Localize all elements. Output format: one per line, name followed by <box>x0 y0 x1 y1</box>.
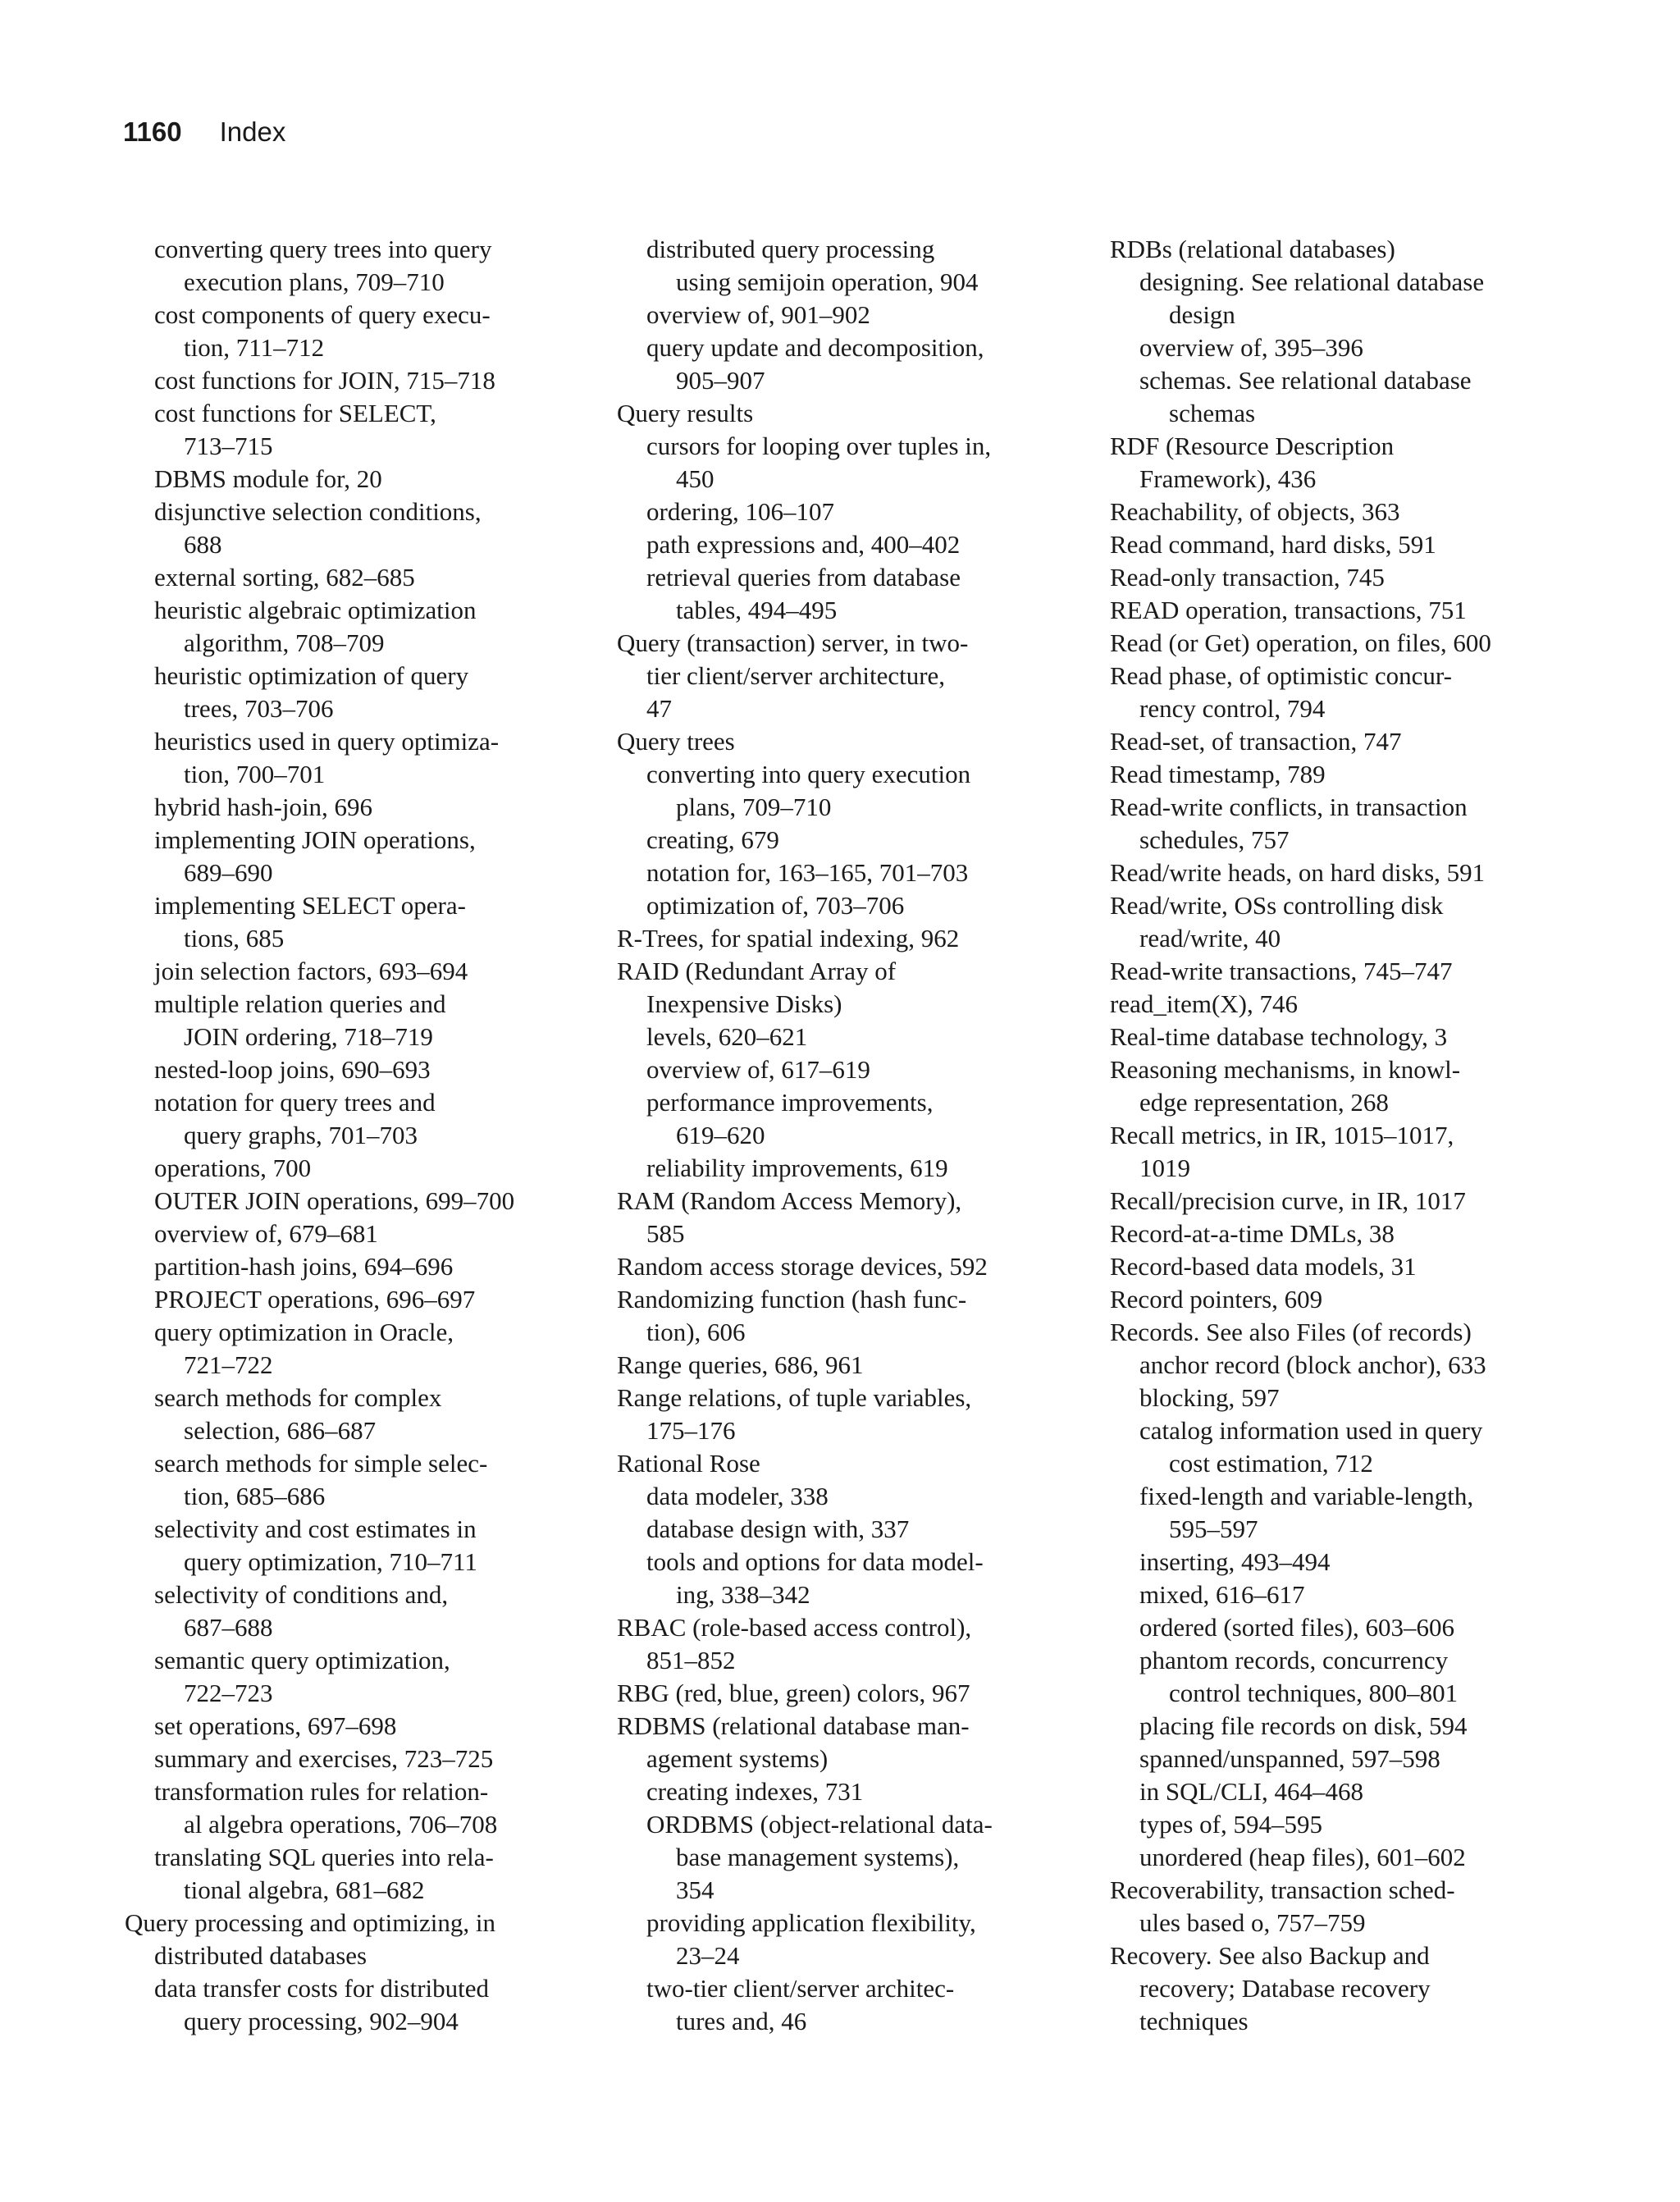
index-line: al algebra operations, 706–708 <box>184 1810 498 1839</box>
index-subentry <box>125 1152 592 1185</box>
index-line: Range relations, of tuple variables, <box>617 1383 972 1412</box>
index-subentry <box>617 331 1084 397</box>
index-entry <box>1110 627 1577 660</box>
index-entry <box>617 1349 1084 1382</box>
index-line: ORDBMS (object-relational data- <box>646 1810 993 1839</box>
index-subentry <box>125 1841 592 1907</box>
index-line: overview of, 395–396 <box>1139 333 1363 362</box>
index-line: Random access storage devices, 592 <box>617 1252 988 1281</box>
index-line: Recovery. See also Backup and <box>1110 1941 1430 1970</box>
index-line: tables, 494–495 <box>676 596 838 624</box>
index-line: OUTER JOIN operations, 699–700 <box>154 1186 515 1215</box>
index-line: partition-hash joins, 694–696 <box>154 1252 454 1281</box>
index-subentry <box>617 824 1084 857</box>
index-line: implementing JOIN operations, <box>154 825 476 854</box>
index-line: data modeler, 338 <box>646 1482 829 1510</box>
index-line: RAM (Random Access Memory), <box>617 1186 962 1215</box>
index-line: tion, 685–686 <box>184 1482 326 1510</box>
index-subentry <box>617 1513 1084 1546</box>
index-line: Read-write conflicts, in transaction <box>1110 793 1468 821</box>
index-line: designing. See relational database <box>1139 267 1485 296</box>
index-line: creating indexes, 731 <box>646 1777 864 1806</box>
index-line: agement systems) <box>646 1744 829 1773</box>
index-line: read/write, 40 <box>1139 924 1281 953</box>
index-line: optimization of, 703–706 <box>646 891 905 920</box>
index-line: selectivity and cost estimates in <box>154 1514 477 1543</box>
index-column-1 <box>125 233 592 2038</box>
index-line: selection, 686–687 <box>184 1416 377 1445</box>
index-line: base management systems), <box>676 1843 960 1871</box>
index-entry <box>1110 1874 1577 1939</box>
index-line: transformation rules for relation- <box>154 1777 489 1806</box>
index-column-3 <box>1110 233 1577 2038</box>
page-header <box>123 116 285 148</box>
index-line: multiple relation queries and <box>154 989 446 1018</box>
index-line: overview of, 617–619 <box>646 1055 870 1084</box>
index-line: join selection factors, 693–694 <box>154 957 468 985</box>
index-entry <box>1110 496 1577 528</box>
index-line: heuristic algebraic optimization <box>154 596 477 624</box>
index-line: retrieval queries from database <box>646 563 961 592</box>
index-subentry <box>125 1743 592 1775</box>
index-subentry <box>1110 1546 1577 1578</box>
index-subentry <box>1110 331 1577 364</box>
index-subentry <box>617 758 1084 824</box>
index-entry <box>617 397 1084 430</box>
index-subentry <box>125 1578 592 1644</box>
index-subentry <box>617 430 1084 496</box>
index-subentry <box>125 1644 592 1710</box>
index-line: tion, 700–701 <box>184 760 326 788</box>
index-line: recovery; Database recovery <box>1139 1974 1431 2003</box>
index-line: Rational Rose <box>617 1449 760 1478</box>
index-line: creating, 679 <box>646 825 779 854</box>
index-line: path expressions and, 400–402 <box>646 530 961 559</box>
index-line: tion, 711–712 <box>184 333 325 362</box>
index-entry <box>617 627 1084 725</box>
index-entry <box>1110 233 1577 266</box>
index-line: 688 <box>184 530 222 559</box>
index-line: selectivity of conditions and, <box>154 1580 449 1609</box>
index-entry <box>1110 857 1577 889</box>
index-line: two-tier client/server architec- <box>646 1974 955 2003</box>
index-line: 721–722 <box>184 1350 273 1379</box>
index-line: 687–688 <box>184 1613 273 1642</box>
index-line: RDF (Resource Description <box>1110 432 1395 460</box>
index-subentry <box>125 725 592 791</box>
index-line: database design with, 337 <box>646 1514 910 1543</box>
index-line: algorithm, 708–709 <box>184 628 385 657</box>
index-subentry <box>617 299 1084 331</box>
index-line: cost components of query execu- <box>154 300 491 329</box>
index-entry <box>1110 988 1577 1021</box>
index-entry <box>617 1382 1084 1447</box>
index-line: cursors for looping over tuples in, <box>646 432 992 460</box>
index-line: hybrid hash-join, 696 <box>154 793 373 821</box>
index-subentry <box>1110 1644 1577 1710</box>
index-subentry <box>617 1808 1084 1907</box>
index-line: catalog information used in query <box>1139 1416 1483 1445</box>
index-line: Read-set, of transaction, 747 <box>1110 727 1402 756</box>
index-line: mixed, 616–617 <box>1139 1580 1305 1609</box>
index-line: nested-loop joins, 690–693 <box>154 1055 431 1084</box>
index-entry <box>1110 725 1577 758</box>
index-line: Read/write heads, on hard disks, 591 <box>1110 858 1486 887</box>
index-entry <box>1110 1119 1577 1185</box>
index-line: PROJECT operations, 696–697 <box>154 1285 476 1313</box>
index-entry <box>617 1283 1084 1349</box>
index-entry <box>1110 791 1577 857</box>
index-line: DBMS module for, 20 <box>154 464 382 493</box>
index-line: blocking, 597 <box>1139 1383 1280 1412</box>
index-subentry <box>125 1283 592 1316</box>
index-line: RDBs (relational databases) <box>1110 235 1395 263</box>
index-line: schedules, 757 <box>1139 825 1290 854</box>
index-line: fixed-length and variable-length, <box>1139 1482 1474 1510</box>
index-line: using semijoin operation, 904 <box>676 267 979 296</box>
index-entry <box>1110 594 1577 627</box>
index-line: Recall metrics, in IR, 1015–1017, <box>1110 1121 1454 1149</box>
index-entry <box>1110 528 1577 561</box>
index-line: ing, 338–342 <box>676 1580 810 1609</box>
index-line: spanned/unspanned, 597–598 <box>1139 1744 1440 1773</box>
index-subentry <box>1110 1743 1577 1775</box>
index-line: Read-write transactions, 745–747 <box>1110 957 1453 985</box>
index-line: edge representation, 268 <box>1139 1088 1389 1117</box>
index-line: summary and exercises, 723–725 <box>154 1744 494 1773</box>
index-line: operations, 700 <box>154 1154 312 1182</box>
index-subentry <box>617 1053 1084 1086</box>
index-subentry <box>617 1480 1084 1513</box>
index-entry <box>617 1611 1084 1677</box>
index-line: heuristic optimization of query <box>154 661 469 690</box>
index-subentry <box>1110 1414 1577 1480</box>
index-subentry <box>125 1086 592 1152</box>
index-line: disjunctive selection conditions, <box>154 497 482 526</box>
index-line: 47 <box>646 694 672 723</box>
index-line: 175–176 <box>646 1416 736 1445</box>
index-entry <box>1110 561 1577 594</box>
index-line: 905–907 <box>676 366 765 395</box>
index-line: Record pointers, 609 <box>1110 1285 1323 1313</box>
index-subentry <box>125 988 592 1053</box>
index-entry <box>1110 889 1577 955</box>
index-line: tions, 685 <box>184 924 285 953</box>
index-line: Recoverability, transaction sched- <box>1110 1875 1455 1904</box>
index-line: phantom records, concurrency <box>1139 1646 1449 1674</box>
index-subentry <box>125 1382 592 1447</box>
index-subentry <box>125 1053 592 1086</box>
index-line: overview of, 679–681 <box>154 1219 378 1248</box>
index-subentry <box>1110 1611 1577 1644</box>
index-line: anchor record (block anchor), 633 <box>1139 1350 1486 1379</box>
index-subentry <box>125 955 592 988</box>
index-subentry <box>125 824 592 889</box>
index-subentry <box>125 496 592 561</box>
index-line: providing application flexibility, <box>646 1908 976 1937</box>
index-subentry <box>125 1185 592 1217</box>
index-line: 722–723 <box>184 1679 273 1707</box>
index-line: Query results <box>617 399 754 427</box>
index-subentry <box>125 594 592 660</box>
index-line: RBAC (role-based access control), <box>617 1613 972 1642</box>
index-line: cost estimation, 712 <box>1169 1449 1373 1478</box>
index-line: Reasoning mechanisms, in knowl- <box>1110 1055 1461 1084</box>
index-subentry <box>1110 1480 1577 1546</box>
index-subentry <box>125 233 592 299</box>
index-line: 585 <box>646 1219 685 1248</box>
index-subentry <box>617 1086 1084 1152</box>
index-subentry <box>1110 266 1577 331</box>
index-line: notation for, 163–165, 701–703 <box>646 858 969 887</box>
index-line: cost functions for JOIN, 715–718 <box>154 366 495 395</box>
index-line: 595–597 <box>1169 1514 1258 1543</box>
index-line: Range queries, 686, 961 <box>617 1350 864 1379</box>
index-line: 23–24 <box>676 1941 740 1970</box>
index-line: design <box>1169 300 1235 329</box>
index-entry <box>1110 1250 1577 1283</box>
index-line: placing file records on disk, 594 <box>1139 1711 1468 1740</box>
index-entry <box>1110 1053 1577 1119</box>
index-line: Read/write, OSs controlling disk <box>1110 891 1444 920</box>
index-subentry <box>617 1907 1084 1972</box>
index-line: JOIN ordering, 718–719 <box>184 1022 433 1051</box>
index-line: Inexpensive Disks) <box>646 989 842 1018</box>
index-line: Read-only transaction, 745 <box>1110 563 1385 592</box>
index-entry <box>617 1447 1084 1480</box>
index-subentry <box>125 1972 592 2038</box>
index-subentry <box>125 1250 592 1283</box>
index-subentry <box>1110 1349 1577 1382</box>
index-entry <box>1110 1939 1577 2038</box>
index-line: semantic query optimization, <box>154 1646 450 1674</box>
index-line: Record-at-a-time DMLs, 38 <box>1110 1219 1395 1248</box>
index-subentry <box>1110 1808 1577 1841</box>
index-line: 713–715 <box>184 432 273 460</box>
index-subentry <box>125 1775 592 1841</box>
index-line: data transfer costs for distributed <box>154 1974 490 2003</box>
index-line: RBG (red, blue, green) colors, 967 <box>617 1679 970 1707</box>
index-subentry <box>125 1513 592 1578</box>
index-subentry <box>1110 1841 1577 1874</box>
index-line: inserting, 493–494 <box>1139 1547 1331 1576</box>
index-line: converting query trees into query <box>154 235 492 263</box>
index-subentry <box>125 1710 592 1743</box>
index-subentry <box>125 364 592 397</box>
index-line: translating SQL queries into rela- <box>154 1843 494 1871</box>
index-line: query graphs, 701–703 <box>184 1121 418 1149</box>
index-line: trees, 703–706 <box>184 694 334 723</box>
index-subentry <box>125 1217 592 1250</box>
index-line: performance improvements, <box>646 1088 934 1117</box>
index-line: query optimization, 710–711 <box>184 1547 477 1576</box>
index-subentry <box>617 528 1084 561</box>
index-entry <box>1110 1185 1577 1217</box>
index-line: plans, 709–710 <box>676 793 832 821</box>
index-line: RDBMS (relational database man- <box>617 1711 970 1740</box>
index-line: Query trees <box>617 727 735 756</box>
index-line: RAID (Redundant Array of <box>617 957 897 985</box>
index-line: tools and options for data model- <box>646 1547 984 1576</box>
section-title: Index <box>219 116 286 147</box>
index-line: in SQL/CLI, 464–468 <box>1139 1777 1363 1806</box>
index-subentry <box>617 1775 1084 1808</box>
index-line: tional algebra, 681–682 <box>184 1875 425 1904</box>
index-entry <box>617 1185 1084 1250</box>
index-subentry <box>617 561 1084 627</box>
index-line: Real-time database technology, 3 <box>1110 1022 1448 1051</box>
index-subentry <box>617 496 1084 528</box>
index-line: levels, 620–621 <box>646 1022 808 1051</box>
index-subentry <box>125 660 592 725</box>
index-line: Framework), 436 <box>1139 464 1317 493</box>
index-subentry <box>1110 1382 1577 1414</box>
index-line: 619–620 <box>676 1121 765 1149</box>
index-subentry <box>617 889 1084 922</box>
index-entry <box>617 725 1084 758</box>
index-line: 851–852 <box>646 1646 736 1674</box>
index-subentry <box>125 1316 592 1382</box>
index-line: tier client/server architecture, <box>646 661 946 690</box>
index-subentry <box>617 857 1084 889</box>
index-line: techniques <box>1139 2007 1249 2035</box>
index-line: read_item(X), 746 <box>1110 989 1298 1018</box>
index-subentry <box>125 1447 592 1513</box>
index-subentry <box>125 889 592 955</box>
index-subentry <box>1110 1578 1577 1611</box>
index-entry <box>617 1677 1084 1710</box>
index-line: converting into query execution <box>646 760 971 788</box>
index-line: implementing SELECT opera- <box>154 891 466 920</box>
index-line: Read command, hard disks, 591 <box>1110 530 1436 559</box>
index-subentry <box>617 1021 1084 1053</box>
index-line: 689–690 <box>184 858 273 887</box>
index-line: Read phase, of optimistic concur- <box>1110 661 1452 690</box>
index-entry <box>1110 758 1577 791</box>
index-line: Read timestamp, 789 <box>1110 760 1326 788</box>
index-line: R-Trees, for spatial indexing, 962 <box>617 924 960 953</box>
index-line: tion), 606 <box>646 1318 746 1346</box>
index-entry <box>1110 955 1577 988</box>
index-line: external sorting, 682–685 <box>154 563 415 592</box>
index-subentry <box>617 1152 1084 1185</box>
index-line: schemas <box>1169 399 1256 427</box>
index-line: Records. See also Files (of records) <box>1110 1318 1472 1346</box>
index-line: Query processing and optimizing, in <box>125 1908 495 1937</box>
index-line: search methods for complex <box>154 1383 442 1412</box>
index-line: search methods for simple selec- <box>154 1449 488 1478</box>
index-entry <box>1110 1283 1577 1316</box>
index-line: reliability improvements, 619 <box>646 1154 948 1182</box>
index-line: query processing, 902–904 <box>184 2007 459 2035</box>
index-line: 1019 <box>1139 1154 1190 1182</box>
index-line: Query (transaction) server, in two- <box>617 628 969 657</box>
index-subentry <box>125 397 592 463</box>
index-line: types of, 594–595 <box>1139 1810 1323 1839</box>
index-line: distributed databases <box>154 1941 368 1970</box>
index-line: control techniques, 800–801 <box>1169 1679 1459 1707</box>
index-line: distributed query processing <box>646 235 935 263</box>
index-entry <box>1110 1021 1577 1053</box>
index-line: set operations, 697–698 <box>154 1711 397 1740</box>
index-entry <box>1110 660 1577 725</box>
index-entry <box>1110 1316 1577 1349</box>
index-entry <box>617 1710 1084 1775</box>
index-subentry <box>1110 1710 1577 1743</box>
index-line: Recall/precision curve, in IR, 1017 <box>1110 1186 1466 1215</box>
index-subentry <box>617 233 1084 299</box>
index-line: ordered (sorted files), 603–606 <box>1139 1613 1454 1642</box>
page-number: 1160 <box>123 116 182 147</box>
index-line: 450 <box>676 464 714 493</box>
index-entry <box>125 1907 592 1972</box>
index-line: query optimization in Oracle, <box>154 1318 454 1346</box>
index-line: query update and decomposition, <box>646 333 984 362</box>
index-entry <box>617 922 1084 955</box>
index-subentry <box>617 1972 1084 2038</box>
index-line: notation for query trees and <box>154 1088 436 1117</box>
index-entry <box>617 955 1084 1021</box>
index-line: execution plans, 709–710 <box>184 267 445 296</box>
index-subentry <box>1110 1775 1577 1808</box>
index-line: heuristics used in query optimiza- <box>154 727 500 756</box>
index-subentry <box>125 561 592 594</box>
index-subentry <box>125 791 592 824</box>
index-line: rency control, 794 <box>1139 694 1326 723</box>
index-entry <box>617 1250 1084 1283</box>
index-line: ordering, 106–107 <box>646 497 835 526</box>
index-line: Record-based data models, 31 <box>1110 1252 1417 1281</box>
index-entry <box>1110 1217 1577 1250</box>
index-line: Reachability, of objects, 363 <box>1110 497 1400 526</box>
index-line: unordered (heap files), 601–602 <box>1139 1843 1466 1871</box>
index-line: overview of, 901–902 <box>646 300 870 329</box>
index-subentry <box>617 1546 1084 1611</box>
index-subentry <box>125 463 592 496</box>
index-entry <box>1110 430 1577 496</box>
index-column-2 <box>617 233 1084 2038</box>
index-line: cost functions for SELECT, <box>154 399 436 427</box>
index-line: tures and, 46 <box>676 2007 807 2035</box>
index-line: ules based o, 757–759 <box>1139 1908 1366 1937</box>
index-line: READ operation, transactions, 751 <box>1110 596 1467 624</box>
index-subentry <box>125 299 592 364</box>
index-line: Randomizing function (hash func- <box>617 1285 967 1313</box>
index-line: Read (or Get) operation, on files, 600 <box>1110 628 1491 657</box>
index-line: 354 <box>676 1875 714 1904</box>
index-subentry <box>1110 364 1577 430</box>
index-line: schemas. See relational database <box>1139 366 1472 395</box>
